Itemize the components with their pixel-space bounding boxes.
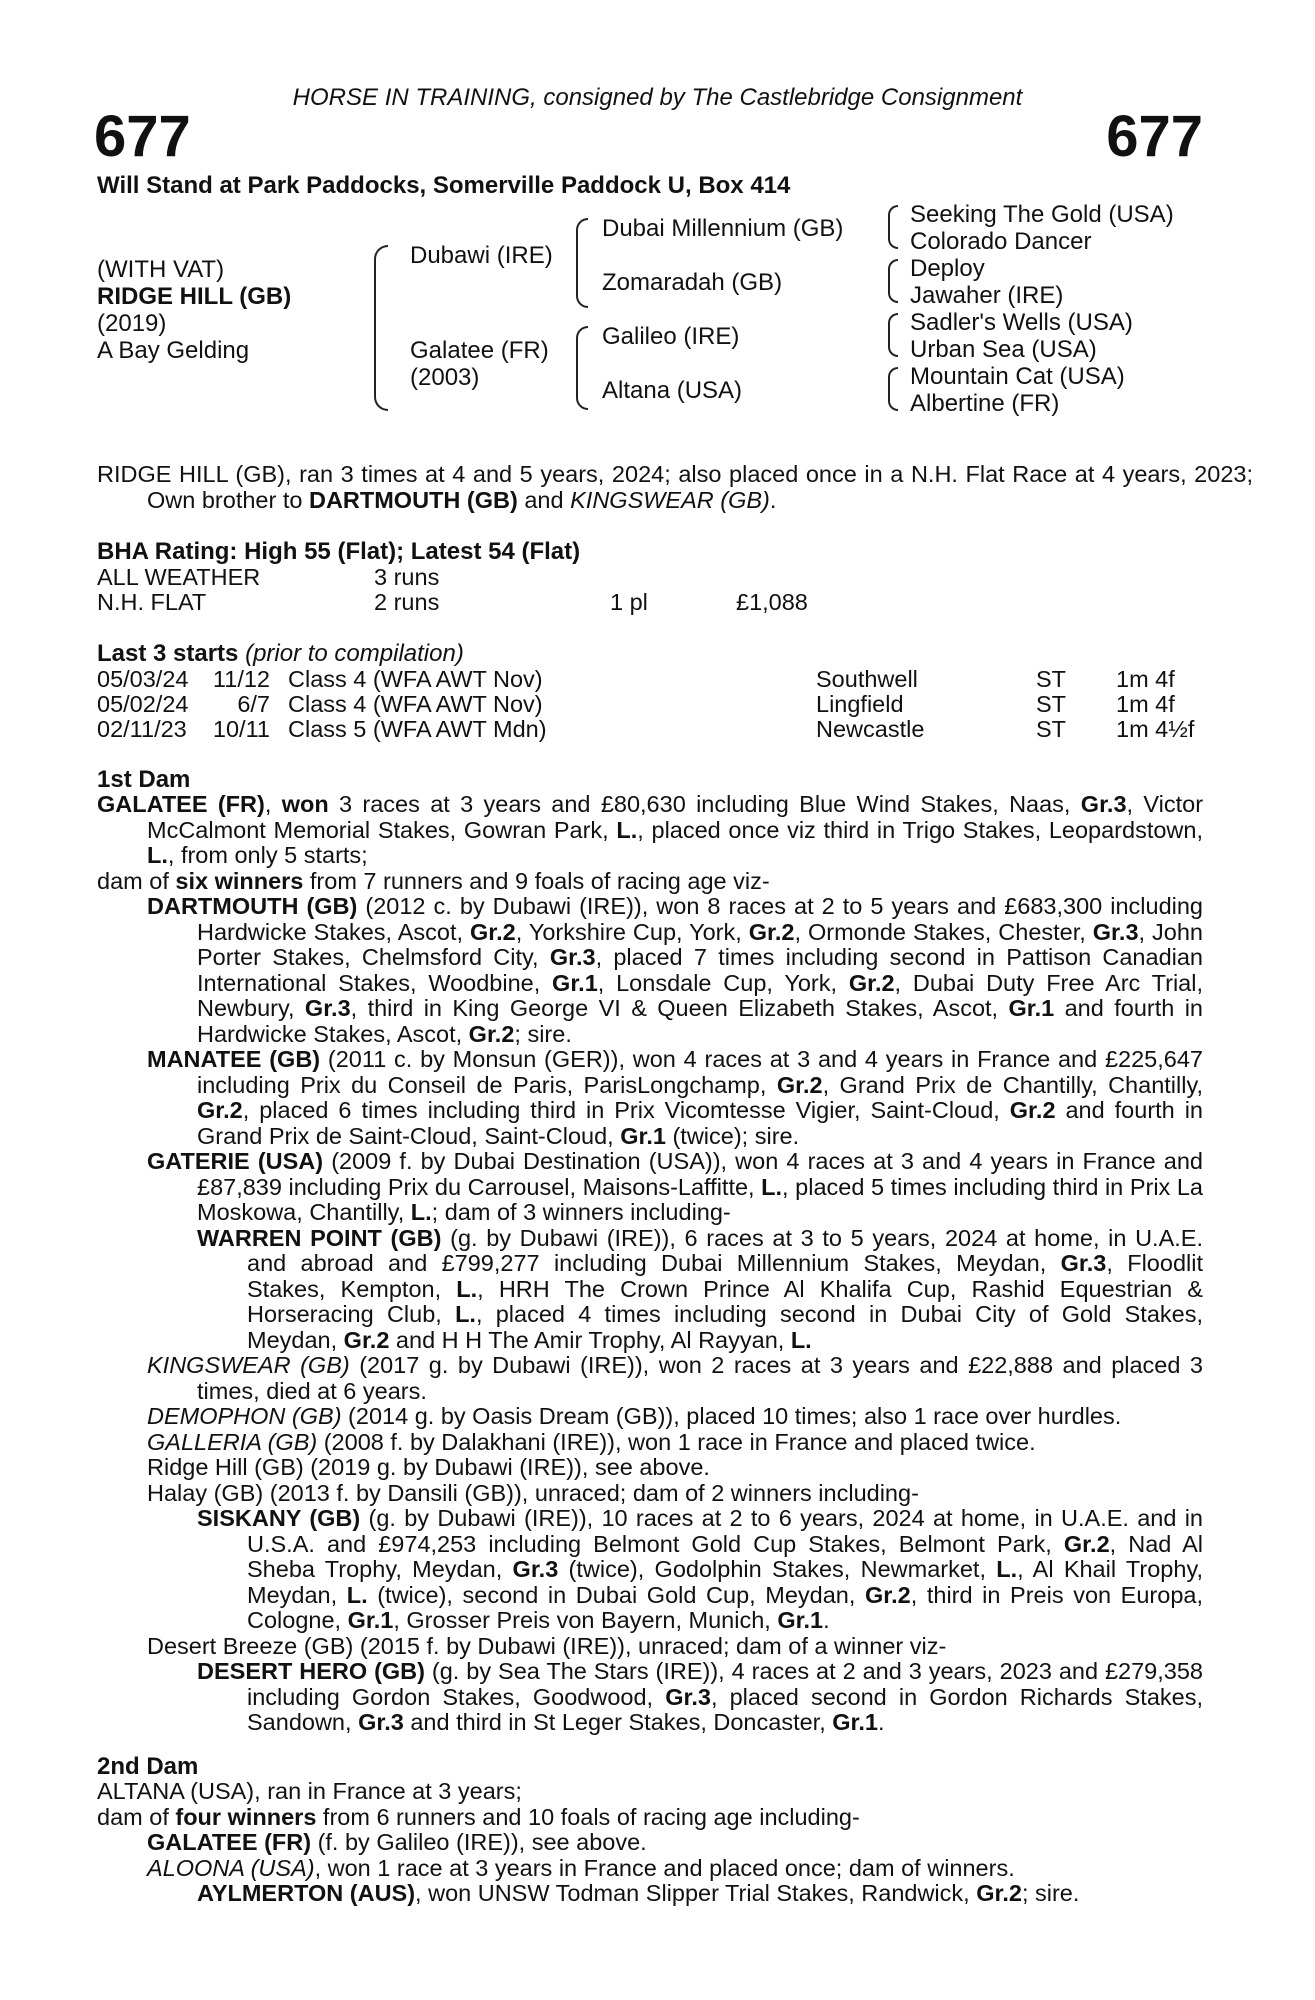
text-run: , placed second in Gordon Richards Stakes, Sandown, xyxy=(247,1683,1203,1735)
progeny-entry xyxy=(97,1856,1203,1882)
text-run: ; sire. xyxy=(514,1020,572,1047)
start-race: Class 5 (WFA AWT Mdn) xyxy=(288,716,547,742)
start-date: 05/03/24 xyxy=(97,666,189,692)
progeny-entry xyxy=(97,1659,1203,1736)
text-run: , won UNSW Todman Slipper Trial Stakes, Randwick, xyxy=(415,1880,977,1906)
text-run: Gr.3 xyxy=(1060,1250,1107,1276)
pedigree-dam-sire: Galileo (IRE) xyxy=(602,323,740,350)
text-run: Gr.2 xyxy=(197,1097,243,1123)
first-dam-section xyxy=(97,792,1203,1736)
text-run: Gr.2 xyxy=(343,1326,390,1353)
text-run: from 7 runners and 9 foals of racing age viz- xyxy=(303,867,770,894)
text-run: , xyxy=(264,791,282,817)
text-run: Gr.1 xyxy=(1008,995,1055,1021)
bha-rating-heading: BHA Rating: High 55 (Flat); Latest 54 (Flat) xyxy=(97,538,581,565)
rating-runs: 3 runs xyxy=(374,564,440,590)
text-run: DESERT HERO (GB) xyxy=(197,1658,425,1684)
first-dam-heading: 1st Dam xyxy=(97,766,191,793)
text-run: from 6 runners and 10 foals of racing age including- xyxy=(316,1803,860,1830)
pedigree-dam: Galatee (FR) xyxy=(410,337,549,364)
rating-placed: 1 pl xyxy=(610,589,648,615)
text-run: , Dubai Duty Free Arc Trial, Newbury, xyxy=(197,969,1203,1021)
start-distance: 1m 4f xyxy=(1116,691,1175,717)
start-course: Newcastle xyxy=(816,716,925,742)
text-run: DEMOPHON (GB) xyxy=(147,1403,342,1429)
text-run: L. xyxy=(761,1173,783,1200)
text-run: Gr.2 xyxy=(468,1020,515,1047)
rating-surface: ALL WEATHER xyxy=(97,564,261,590)
text-run: , Grand Prix de Chantilly, Chantilly, xyxy=(822,1071,1203,1098)
text-run: Gr.2 xyxy=(848,969,895,996)
dam-produce-summary xyxy=(97,869,1203,895)
text-run: GALLERIA (GB) xyxy=(147,1428,318,1455)
progeny-entry xyxy=(97,1430,1203,1456)
text-run: Gr.3 xyxy=(1092,918,1139,945)
text-run: , Lonsdale Cup, York, xyxy=(597,969,849,996)
text-run: Gr.3 xyxy=(512,1556,559,1582)
last-starts-heading xyxy=(97,640,464,668)
text-run: Gr.3 xyxy=(1080,791,1127,817)
lot-number-left: 677 xyxy=(94,104,191,169)
text-run: Gr.1 xyxy=(552,969,598,996)
text-run: Gr.2 xyxy=(748,918,795,945)
pedigree-brace-sire xyxy=(576,218,588,308)
summary-text: RIDGE HILL (GB), ran 3 times at 4 and 5 years, 2024; also placed once in a N.H. Flat Race at 4 years, 2023; Own brother to xyxy=(97,461,1253,513)
text-run: (g. by Sea The Stars (IRE)), 4 races at 2 and 3 years, 2023 and £279,358 including Gordon Stakes, Goodwood, xyxy=(247,1658,1203,1710)
text-run: ; sire. xyxy=(1021,1880,1080,1906)
text-run: Gr.2 xyxy=(1063,1530,1110,1557)
pedigree-sss: Seeking The Gold (USA) xyxy=(910,201,1174,228)
text-run: L. xyxy=(147,842,168,868)
text-run: , HRH The Crown Prince Al Khalifa Cup, Rashid Equestrian & Horseracing Club, xyxy=(247,1275,1203,1327)
dam-produce-summary xyxy=(97,1805,1203,1831)
text-run: ; dam of 3 winners including- xyxy=(431,1199,731,1225)
text-run: (2017 g. by Dubawi (IRE)), won 2 races at 3 years and £22,888 and placed 3 times, died at 6 years. xyxy=(197,1352,1203,1404)
text-run: L. xyxy=(616,816,638,843)
text-run: DARTMOUTH (GB) xyxy=(147,893,358,919)
pedigree-sds: Deploy xyxy=(910,255,985,282)
text-run: L. xyxy=(790,1326,812,1353)
start-race: Class 4 (WFA AWT Nov) xyxy=(288,666,543,692)
pedigree-brace-main xyxy=(374,245,388,411)
text-run: L. xyxy=(455,1301,476,1327)
start-race: Class 4 (WFA AWT Nov) xyxy=(288,691,543,717)
text-run: (2012 c. by Dubawi (IRE)), won 8 races at 2 to 5 years and £683,300 including Hardwicke Stakes, Ascot, xyxy=(197,893,1203,945)
text-run: (2014 g. by Oasis Dream (GB)), placed 10 times; also 1 race over hurdles. xyxy=(341,1403,1122,1429)
text-run: , won 1 race at 3 years in France and placed once; dam of winners. xyxy=(314,1854,1015,1881)
text-run: and H H The Amir Trophy, Al Rayyan, xyxy=(389,1326,791,1353)
text-run: six winners xyxy=(175,867,304,894)
last-starts-title: Last 3 starts xyxy=(97,640,239,667)
text-run: GATERIE (USA) xyxy=(147,1148,324,1174)
text-run: (g. by Dubawi (IRE)), 6 races at 3 to 5 years, 2024 at home, in U.A.E. and abroad and £799,277 including Dubai Millennium Stakes, Meydan, xyxy=(247,1224,1203,1276)
text-run: Gr.1 xyxy=(777,1607,824,1633)
summary-brother: DARTMOUTH (GB) xyxy=(308,486,518,513)
text-run: Ridge Hill (GB) (2019 g. by Dubawi (IRE)), see above. xyxy=(147,1454,710,1480)
pedigree-dam-dam: Altana (USA) xyxy=(602,377,743,404)
text-run: L. xyxy=(346,1581,368,1608)
text-run: , Yorkshire Cup, York, xyxy=(515,918,749,945)
summary-brother: KINGSWEAR (GB) xyxy=(570,486,770,513)
text-run: dam of xyxy=(97,867,176,894)
start-going: ST xyxy=(1036,666,1067,692)
pedigree-brace-dam xyxy=(576,326,588,410)
pedigree-brace-ss xyxy=(888,205,898,249)
progeny-entry xyxy=(97,894,1203,1047)
text-run: KINGSWEAR (GB) xyxy=(147,1352,350,1378)
text-run: , third in King George VI & Queen Elizabeth Stakes, Ascot, xyxy=(350,995,1009,1021)
vat-note: (WITH VAT) xyxy=(97,256,225,283)
pedigree-ddd: Albertine (FR) xyxy=(910,390,1060,417)
progeny-entry xyxy=(97,1506,1203,1634)
text-run: 3 races at 3 years and £80,630 including Blue Wind Stakes, Naas, xyxy=(328,791,1081,817)
text-run: won xyxy=(281,791,329,817)
progeny-entry xyxy=(97,1353,1203,1404)
text-run: WARREN POINT (GB) xyxy=(197,1224,442,1251)
text-run: . xyxy=(878,1709,885,1735)
pedigree-brace-dd xyxy=(888,367,898,411)
text-run: (2008 f. by Dalakhani (IRE)), won 1 race in France and placed twice. xyxy=(317,1428,1036,1455)
text-run: L. xyxy=(410,1199,432,1225)
pedigree-dss: Sadler's Wells (USA) xyxy=(910,309,1133,336)
text-run: MANATEE (GB) xyxy=(147,1046,321,1072)
text-run: (twice); sire. xyxy=(665,1122,800,1149)
text-run: (2011 c. by Monsun (GER)), won 4 races at 3 and 4 years in France and £225,647 including Prix du Conseil de Paris, ParisLongchamp, xyxy=(197,1046,1203,1098)
pedigree-dds: Mountain Cat (USA) xyxy=(910,363,1125,390)
text-run: AYLMERTON (AUS) xyxy=(197,1880,416,1906)
text-run: , placed 5 times including third in Prix La Moskowa, Chantilly, xyxy=(197,1173,1204,1225)
text-run: four winners xyxy=(175,1803,317,1830)
progeny-entry xyxy=(97,1830,1203,1856)
text-run: Gr.1 xyxy=(347,1607,394,1633)
rating-prize: £1,088 xyxy=(736,589,808,615)
progeny-entry xyxy=(97,1881,1203,1907)
text-run: (twice), second in Dubai Gold Cup, Meydan, xyxy=(367,1581,865,1608)
start-position: 10/11 xyxy=(212,716,270,742)
text-run: L. xyxy=(996,1556,1018,1582)
text-run: , from only 5 starts; xyxy=(167,842,368,868)
text-run: and third in St Leger Stakes, Doncaster, xyxy=(403,1709,833,1735)
start-course: Lingfield xyxy=(816,691,904,717)
progeny-entry xyxy=(97,1481,1203,1507)
text-run: . xyxy=(823,1607,830,1633)
text-run: Gr.2 xyxy=(470,918,516,945)
start-going: ST xyxy=(1036,691,1067,717)
text-run: , Grosser Preis von Bayern, Munich, xyxy=(393,1607,778,1633)
text-run: Gr.2 xyxy=(976,1880,1022,1906)
horse-description: A Bay Gelding xyxy=(97,337,250,364)
text-run: (twice), Godolphin Stakes, Newmarket, xyxy=(558,1556,997,1582)
text-run: , John Porter Stakes, Chelmsford City, xyxy=(197,918,1203,970)
progeny-entry xyxy=(97,1404,1203,1430)
text-run: , placed 6 times including third in Prix Vicomtesse Vigier, Saint-Cloud, xyxy=(242,1097,1010,1123)
text-run: Gr.2 xyxy=(1009,1097,1056,1123)
progeny-entry xyxy=(97,1149,1203,1226)
text-run: , third in Preis von Europa, Cologne, xyxy=(247,1581,1203,1633)
text-run: (f. by Galileo (IRE)), see above. xyxy=(311,1829,647,1855)
pedigree-dsd: Urban Sea (USA) xyxy=(910,336,1097,363)
pedigree-sdd: Jawaher (IRE) xyxy=(910,282,1064,309)
text-run: and fourth in Grand Prix de Saint-Cloud, Saint-Cloud, xyxy=(197,1097,1203,1149)
start-distance: 1m 4f xyxy=(1116,666,1175,692)
pedigree-sire-sire: Dubai Millennium (GB) xyxy=(602,215,844,242)
text-run: , Al Khail Trophy, Meydan, xyxy=(247,1556,1203,1608)
text-run: , Nad Al Sheba Trophy, Meydan, xyxy=(247,1530,1204,1582)
start-position: 11/12 xyxy=(212,666,270,692)
text-run: Gr.3 xyxy=(304,995,351,1021)
pedigree-dam-year: (2003) xyxy=(410,364,480,391)
text-run: , placed once viz third in Trigo Stakes, Leopardstown, xyxy=(637,816,1203,843)
text-run: GALATEE (FR) xyxy=(147,1829,312,1855)
dam-performance xyxy=(97,792,1203,869)
pedigree-ssd: Colorado Dancer xyxy=(910,228,1092,255)
text-run: Gr.3 xyxy=(358,1709,404,1735)
dam-performance: ALTANA (USA), ran in France at 3 years; xyxy=(97,1778,522,1804)
text-run: , placed 4 times including second in Dubai City of Gold Stakes, Meydan, xyxy=(247,1301,1204,1353)
rating-surface: N.H. FLAT xyxy=(97,589,207,615)
start-date: 02/11/23 xyxy=(97,716,187,742)
text-run: dam of xyxy=(97,1803,176,1830)
race-summary xyxy=(97,462,1253,513)
horse-name: RIDGE HILL (GB) xyxy=(97,283,292,310)
pedigree-sire-dam: Zomaradah (GB) xyxy=(602,269,783,296)
start-distance: 1m 4½f xyxy=(1116,716,1195,742)
start-going: ST xyxy=(1036,716,1067,742)
text-run: Gr.3 xyxy=(665,1683,711,1710)
start-course: Southwell xyxy=(816,666,918,692)
text-run: GALATEE (FR) xyxy=(97,791,265,817)
text-run: , Victor McCalmont Memorial Stakes, Gowran Park, xyxy=(147,791,1204,843)
pedigree-brace-ds xyxy=(888,313,898,357)
text-run: L. xyxy=(456,1275,478,1302)
text-run: (2009 f. by Dubai Destination (USA)), won 4 races at 3 and 4 years in France and £87,839 including Prix du Carrousel, Maisons-Laffitte, xyxy=(197,1148,1203,1200)
text-run: , placed 7 times including second in Pattison Canadian International Stakes, Woodbine, xyxy=(197,944,1204,996)
consignment-line: HORSE IN TRAINING, consigned by The Castlebridge Consignment xyxy=(292,84,1023,111)
text-run: Halay (GB) (2013 f. by Dansili (GB)), unraced; dam of 2 winners including- xyxy=(147,1479,919,1506)
text-run: Gr.1 xyxy=(832,1709,878,1735)
rating-runs: 2 runs xyxy=(374,589,440,615)
pedigree-brace-sd xyxy=(888,259,898,303)
last-starts-note: (prior to compilation) xyxy=(245,640,464,667)
summary-text: . xyxy=(769,486,777,513)
text-run: ALOONA (USA) xyxy=(147,1854,315,1881)
summary-text: and xyxy=(517,486,571,513)
progeny-entry xyxy=(97,1047,1203,1149)
second-dam-heading: 2nd Dam xyxy=(97,1753,199,1780)
start-date: 05/02/24 xyxy=(97,691,189,717)
stand-location: Will Stand at Park Paddocks, Somerville Paddock U, Box 414 xyxy=(97,172,791,199)
text-run: (g. by Dubawi (IRE)), 10 races at 2 to 6 years, 2024 at home, in U.A.E. and in U.S.A. and £974,253 including Belmont Gold Cup Stakes, Belmont Park, xyxy=(247,1505,1203,1557)
progeny-entry xyxy=(97,1226,1203,1354)
text-run: Gr.3 xyxy=(549,944,596,970)
horse-year: (2019) xyxy=(97,310,167,337)
text-run: and fourth in Hardwicke Stakes, Ascot, xyxy=(197,995,1204,1047)
text-run: Gr.2 xyxy=(865,1581,911,1608)
progeny-entry xyxy=(97,1634,1203,1660)
lot-number-right: 677 xyxy=(1106,104,1203,169)
second-dam-section xyxy=(97,1779,1203,1907)
text-run: , Ormonde Stakes, Chester, xyxy=(794,918,1093,945)
text-run: Desert Breeze (GB) (2015 f. by Dubawi (IRE)), unraced; dam of a winner viz- xyxy=(147,1632,947,1659)
text-run: SISKANY (GB) xyxy=(197,1505,361,1531)
text-run: Gr.1 xyxy=(620,1122,666,1149)
start-position: 6/7 xyxy=(237,691,270,717)
text-run: , Floodlit Stakes, Kempton, xyxy=(247,1250,1203,1302)
progeny-entry xyxy=(97,1455,1203,1481)
pedigree-sire: Dubawi (IRE) xyxy=(410,242,553,269)
text-run: Gr.2 xyxy=(776,1071,823,1098)
